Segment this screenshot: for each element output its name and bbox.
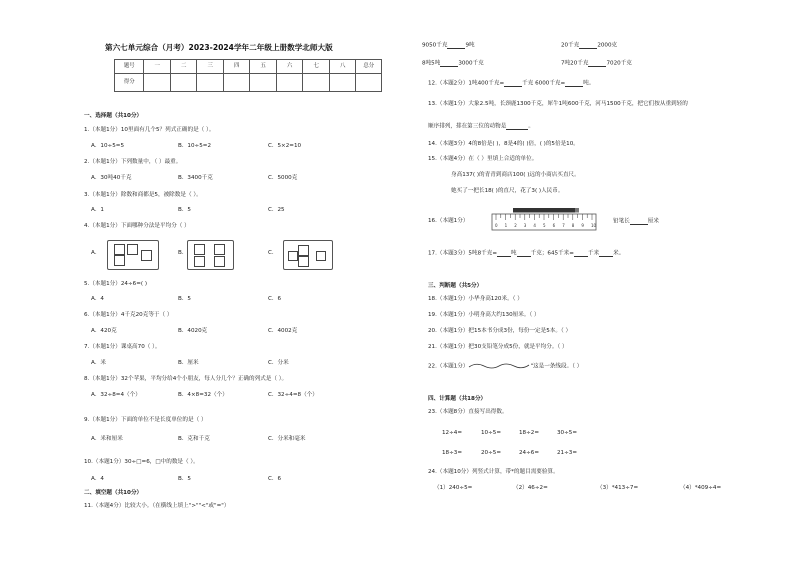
- section-fill: 二、填空题（共10分）: [84, 490, 143, 496]
- answer-blank[interactable]: [588, 61, 606, 67]
- q4-figure-a: [107, 240, 159, 270]
- q2-option-a[interactable]: A．30吨40千克: [91, 175, 132, 181]
- section-judge: 三、判断题（共5分）: [428, 283, 483, 289]
- ruler-tick-label: 5: [543, 223, 546, 228]
- q9-option-b[interactable]: B．克和千克: [178, 436, 210, 442]
- q7-option-a[interactable]: A．米: [91, 360, 107, 366]
- score-cell[interactable]: [303, 74, 330, 92]
- compare-row-2: [422, 61, 484, 67]
- wavy-line-icon: [468, 362, 530, 370]
- q13-text: 。: [528, 123, 534, 130]
- section-choice: 一、选择题（共10分）: [84, 113, 143, 119]
- calc-item: 12÷4=: [442, 430, 463, 436]
- q4-figure-c: [283, 240, 333, 270]
- compare-item: 7020千克: [606, 60, 632, 67]
- square-shape: [298, 256, 309, 267]
- q17-text: 17.（本题3分）5吨8千克=: [428, 250, 498, 257]
- calc-item: 21÷3=: [557, 450, 578, 456]
- q8-option-c[interactable]: C．32÷4=8（个）: [268, 392, 318, 398]
- q6-option-a[interactable]: A．420克: [91, 328, 117, 334]
- vertical-calc-item: （1）240÷5=: [434, 485, 473, 491]
- compare-item: 3000千克: [458, 60, 484, 67]
- page-title: 第六七单元综合（月考）2023-2024学年二年级上册数学北师大版: [105, 43, 333, 52]
- q9-option-c[interactable]: C．分米和毫米: [268, 436, 306, 442]
- ruler-tick-label: 1: [504, 223, 508, 228]
- compare-item: 20千克: [561, 42, 580, 49]
- answer-blank[interactable]: [517, 251, 531, 257]
- ruler-tick-label: 10: [591, 223, 597, 228]
- question-22: [428, 362, 582, 370]
- ruler-tick-label: 9: [581, 223, 584, 228]
- compare-item: 9050千克: [422, 42, 448, 49]
- compare-row-1b: [561, 43, 617, 49]
- score-cell[interactable]: [144, 74, 171, 92]
- score-header: 三: [197, 60, 224, 74]
- answer-blank[interactable]: [574, 251, 588, 257]
- square-shape: [316, 251, 326, 261]
- score-table: [114, 59, 382, 92]
- question-12: [428, 81, 594, 87]
- question-24: 24.（本题10分）列竖式计算，带*的题目需要验算。: [428, 469, 559, 475]
- calc-item: 18÷3=: [442, 450, 463, 456]
- question-21: 21.（本题1分）把30支铅笔分成5份，就是平均分。（ ）: [428, 344, 568, 350]
- score-cell[interactable]: [197, 74, 224, 92]
- score-header: 五: [250, 60, 277, 74]
- score-row-label: 得分: [115, 74, 144, 92]
- question-15-b: 她买了一把长18( )的直尺，花了3( )人民币。: [451, 188, 564, 194]
- ruler-tick-label: 7: [562, 223, 565, 228]
- question-10: 10.（本题1分）30÷□=6，□中的数是（ ）。: [84, 459, 199, 465]
- ruler-tick-label: 4: [533, 223, 536, 228]
- q1-option-b[interactable]: B．10÷5=2: [178, 143, 212, 149]
- pencil-end: [575, 208, 579, 213]
- vertical-calc-item: （4）*409÷4=: [680, 485, 722, 491]
- compare-item: 7吨20千克: [561, 60, 589, 67]
- answer-blank[interactable]: [565, 81, 583, 87]
- question-23: 23.（本题8分）直接写出得数。: [428, 409, 508, 415]
- q2-option-b[interactable]: B．3400千克: [178, 175, 213, 181]
- score-cell[interactable]: [356, 74, 382, 92]
- calc-item: 30÷5=: [557, 430, 578, 436]
- q22-text: 22.（本题1分）: [428, 363, 469, 370]
- score-header: 六: [276, 60, 303, 74]
- q5-option-a[interactable]: A．4: [91, 296, 104, 302]
- ruler-tick-label: 8: [571, 223, 575, 228]
- q17-text: 吨: [511, 250, 517, 257]
- square-shape: [114, 244, 125, 255]
- q4-option-c[interactable]: C．: [268, 250, 278, 256]
- q5-option-c[interactable]: C．6: [268, 296, 282, 302]
- compare-item: 9吨: [465, 42, 475, 49]
- q16-answer: [613, 219, 659, 225]
- q3-option-a[interactable]: A．1: [91, 207, 104, 213]
- q10-option-a[interactable]: A．4: [91, 476, 104, 482]
- ruler-tick-label: 2: [514, 223, 517, 228]
- square-shape: [214, 256, 225, 267]
- question-6: 6.（本题1分）4千克20克等于（ ）: [84, 312, 173, 318]
- question-13: 13.（本题1分）大象2.5吨，长颈鹿1300千克，犀牛1吨600千克，河马1500千克，把它们按从重到轻的: [428, 101, 688, 107]
- q16-text: 厘米: [647, 218, 659, 225]
- question-5: 5.（本题1分）24÷6=( ): [84, 281, 148, 287]
- score-header: 二: [170, 60, 197, 74]
- answer-blank[interactable]: [599, 251, 613, 257]
- answer-blank[interactable]: [630, 219, 648, 225]
- ruler-tick-label: 6: [552, 223, 556, 228]
- question-7: 7.（本题1分）课桌高70（ ）。: [84, 344, 161, 350]
- square-shape: [298, 245, 309, 256]
- answer-blank[interactable]: [447, 43, 465, 49]
- ruler-figure: [491, 206, 599, 235]
- q17-text: 千米: [587, 250, 600, 257]
- vertical-calc-item: （3）*413÷7=: [597, 485, 639, 491]
- answer-blank[interactable]: [440, 61, 458, 67]
- score-header: 八: [329, 60, 356, 74]
- ruler-tick-label: 3: [523, 223, 527, 228]
- question-18: 18.（本题1分）小华身高120米。（ ）: [428, 296, 523, 302]
- square-shape: [214, 244, 225, 255]
- q6-option-c[interactable]: C．4002克: [268, 328, 298, 334]
- section-calc: 四、计算题（共18分）: [428, 396, 487, 402]
- square-shape: [114, 255, 125, 266]
- square-shape: [141, 250, 152, 261]
- question-9: 9.（本题1分）下面的单位不是长度单位的是（ ）: [84, 417, 207, 423]
- score-header: 总分: [356, 60, 382, 74]
- q6-option-b[interactable]: B．4020克: [178, 328, 208, 334]
- calc-item: 10÷5=: [481, 430, 502, 436]
- q4-option-a[interactable]: A．: [91, 250, 101, 256]
- square-shape: [127, 244, 138, 255]
- q12-text: 12.（本题2分）1吨400千克=: [428, 80, 505, 87]
- answer-blank[interactable]: [497, 251, 511, 257]
- square-shape: [194, 256, 205, 267]
- q10-option-c[interactable]: C．6: [268, 476, 282, 482]
- question-13-cont: [428, 124, 534, 130]
- q2-option-c[interactable]: C．5000克: [268, 175, 298, 181]
- ruler-tick-label: 0: [495, 223, 498, 228]
- q7-option-c[interactable]: C．分米: [268, 360, 289, 366]
- q1-option-a[interactable]: A．10÷5=5: [91, 143, 125, 149]
- q13-text: 顺序排列，排在第三位的动物是: [428, 123, 507, 130]
- q22-text: "这是一条线段。（ ）: [530, 363, 583, 370]
- ruler-with-pencil: [491, 206, 599, 232]
- q17-text: 米。: [613, 250, 625, 257]
- q10-option-b[interactable]: B．5: [178, 476, 191, 482]
- question-17: [428, 251, 624, 257]
- q1-option-c[interactable]: C．5×2=10: [268, 143, 302, 149]
- square-shape: [194, 244, 205, 255]
- q12-text: 吨。: [583, 80, 595, 87]
- score-header: 一: [144, 60, 171, 74]
- score-header: 四: [223, 60, 250, 74]
- q17-text: 千克；645千米=: [530, 250, 574, 257]
- calc-item: 24÷6=: [519, 450, 540, 456]
- question-20: 20.（本题1分）把15本书分成3份，每份一定是5本。（ ）: [428, 328, 572, 334]
- answer-blank[interactable]: [504, 81, 522, 87]
- question-15: 15.（本题4分）在（ ）里填上合适的单位。: [428, 156, 538, 162]
- question-8: 8.（本题1分）32个苹果，平均分给4个小朋友，每人分几个？正确的列式是（ ）。: [84, 376, 288, 382]
- compare-item: 8吨5吨: [422, 60, 441, 67]
- q8-option-b[interactable]: B．4×8=32（个）: [178, 392, 228, 398]
- compare-row-1: [422, 43, 475, 49]
- question-1: 1.（本题1分）10里面有几个5？列式正确的是（ ）。: [84, 127, 215, 133]
- compare-item: 2000克: [597, 42, 618, 49]
- score-cell[interactable]: [250, 74, 277, 92]
- q16-text: 铅笔长: [613, 218, 630, 225]
- score-header: 题号: [115, 60, 144, 74]
- answer-blank[interactable]: [579, 43, 597, 49]
- pencil-shape: [513, 208, 575, 213]
- score-cell[interactable]: [276, 74, 303, 92]
- question-16: 16.（本题1分）: [428, 218, 469, 224]
- vertical-calc-item: （2）46÷2=: [513, 485, 548, 491]
- q4-figure-b: [187, 240, 234, 270]
- square-shape: [288, 251, 298, 261]
- answer-blank[interactable]: [506, 124, 528, 130]
- q4-option-b[interactable]: B．: [178, 250, 188, 256]
- question-3: 3.（本题1分）除数和商都是5，被除数是（ ）。: [84, 192, 202, 198]
- q7-option-b[interactable]: B．厘米: [178, 360, 199, 366]
- score-cell[interactable]: [223, 74, 250, 92]
- q3-option-c[interactable]: C．25: [268, 207, 285, 213]
- calc-item: 20÷5=: [481, 450, 502, 456]
- question-19: 19.（本题1分）小明身高大约130厘米。（ ）: [428, 312, 540, 318]
- q9-option-a[interactable]: A．米和厘米: [91, 436, 123, 442]
- question-15-a: 身高137( )的青青到商店100( )远的小商店买直尺。: [451, 172, 580, 178]
- score-cell[interactable]: [170, 74, 197, 92]
- question-11: 11.（本题4分）比较大小。（在横线上填上">""<"或"="）: [84, 503, 230, 509]
- question-2: 2.（本题1分）下列数量中，（ ）最重。: [84, 159, 182, 165]
- question-4: 4.（本题1分）下面哪种分法是平均分（ ）: [84, 223, 190, 229]
- q8-option-a[interactable]: A．32÷8=4（个）: [91, 392, 141, 398]
- q3-option-b[interactable]: B．5: [178, 207, 191, 213]
- calc-item: 18÷2=: [519, 430, 540, 436]
- score-cell[interactable]: [329, 74, 356, 92]
- compare-row-2b: [561, 61, 632, 67]
- score-header: 七: [303, 60, 330, 74]
- q12-text: 千克 6000千克=: [522, 80, 566, 87]
- question-14: 14.（本题3分）4的8倍是( )，8是4的( )倍，( )的5倍是10。: [428, 141, 579, 147]
- q5-option-b[interactable]: B．5: [178, 296, 191, 302]
